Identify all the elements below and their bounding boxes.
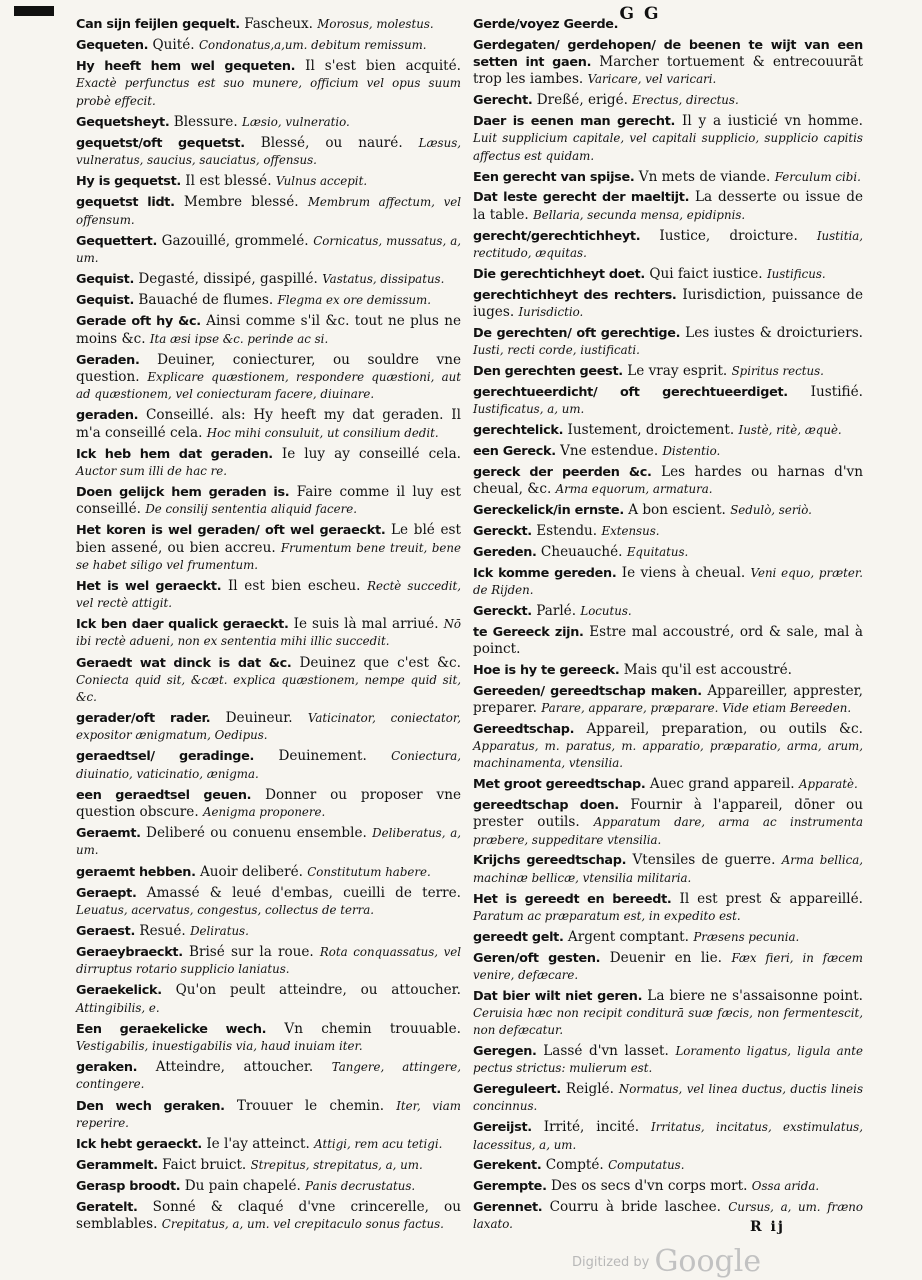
- entry-french: Il s'est bien acquité.: [305, 58, 462, 75]
- dictionary-entry: [473, 1081, 863, 1115]
- entry-latin: Hoc mihi consuluit, ut consilium dedit.: [206, 425, 439, 440]
- dictionary-entry: [473, 1178, 863, 1195]
- entry-headword: Gequettert.: [76, 233, 158, 249]
- entry-french: Il est bien escheu.: [227, 577, 361, 594]
- entry-headword: gereedt gelt.: [473, 929, 564, 945]
- entry-latin: Attingibilis, e.: [76, 1000, 160, 1015]
- entry-french: Il y a iusticié vn homme.: [681, 113, 863, 130]
- entry-french: Mais qu'il est accoustré.: [623, 661, 793, 678]
- entry-headword: Gerekent.: [473, 1158, 542, 1174]
- entry-latin: Cursus, a, um. fræno laxato.: [473, 1200, 863, 1232]
- dictionary-entry: [76, 58, 461, 110]
- entry-french: Lassé d'vn lasset.: [543, 1043, 669, 1060]
- entry-latin: Vulnus accepit.: [275, 174, 368, 189]
- entry-latin: Iurisdictio.: [518, 304, 584, 319]
- dictionary-entry: [473, 891, 863, 925]
- dictionary-entry: [473, 464, 863, 498]
- dictionary-entry: [473, 797, 863, 849]
- entry-headword: Geraedt wat dinck is dat &c.: [76, 655, 292, 671]
- entry-headword: geraemt hebben.: [76, 864, 196, 880]
- entry-french: Degasté, dissipé, gaspillé.: [138, 271, 318, 288]
- dictionary-entry: [473, 565, 863, 599]
- entry-latin: Ferculum cibi.: [774, 169, 861, 184]
- dictionary-entry: [76, 982, 461, 1016]
- entry-french: Ie luy ay conseillé cela.: [281, 445, 461, 462]
- entry-french: Vne estendue.: [560, 442, 659, 459]
- entry-french: Trouuer le chemin.: [236, 1097, 385, 1114]
- dictionary-entry: [473, 721, 863, 773]
- entry-latin: Aenigma proponere.: [202, 805, 326, 820]
- entry-latin: Ceruisia hæc non recipit conditurā suæ fæcis, non fermentescit, non defæcatur.: [473, 1005, 863, 1038]
- entry-headword: Ick hebt geraeckt.: [76, 1136, 202, 1152]
- entry-latin: Apparatè.: [798, 777, 858, 792]
- entry-latin: Exactè perfunctus est suo munere, officium vel opus suum probè effecit.: [76, 76, 461, 108]
- entry-headword: Die gerechtichheyt doet.: [473, 266, 645, 282]
- entry-latin: Condonatus,a,um. debitum remissum.: [198, 38, 427, 53]
- entry-latin: Coniectura, diuinatio, vaticinatio, ænigma.: [76, 749, 461, 781]
- entry-french: Ie suis là mal arriué.: [293, 616, 439, 633]
- dictionary-entry: [473, 228, 863, 262]
- dictionary-entry: [76, 135, 461, 169]
- entry-headword: Geren/oft gesten.: [473, 950, 601, 966]
- dictionary-entry: [76, 233, 461, 267]
- entry-latin: Præsens pecunia.: [693, 929, 800, 944]
- entry-french: La desserte ou issue de la table.: [473, 189, 863, 223]
- entry-headword: geraken.: [76, 1060, 138, 1076]
- entry-latin: Distentio.: [662, 443, 721, 458]
- entry-headword: Geraekelick.: [76, 983, 162, 999]
- entry-latin: Vastatus, dissipatus.: [322, 272, 445, 287]
- entry-latin: Læsus, vulneratus, saucius, sauciatus, offensus.: [76, 135, 462, 168]
- watermark-prefix: Digitized by: [572, 1255, 650, 1270]
- entry-french: Ie viens à cheual.: [621, 564, 746, 581]
- entry-headword: Ick ben daer qualick geraeckt.: [76, 617, 289, 633]
- entry-latin: Membrum affectum, vel offensum.: [76, 195, 461, 227]
- entry-latin: Morosus, molestus.: [317, 17, 434, 31]
- entry-french: Le blé est bien assené, ou bien accreu.: [76, 522, 461, 556]
- dictionary-entry: [473, 363, 863, 380]
- entry-headword: Hy heeft hem wel gequeten.: [76, 59, 296, 75]
- entry-latin: Strepitus, strepitatus, a, um.: [250, 1157, 423, 1172]
- dictionary-entry: [473, 443, 863, 460]
- entry-french: Conseillé. als: Hy heeft my dat geraden. Il m'a conseillé cela.: [76, 407, 461, 441]
- entry-french: Parlé.: [536, 602, 577, 619]
- entry-latin: Attigi, rem acu tetigi.: [314, 1136, 443, 1151]
- entry-headword: Krijchs gereedtschap.: [473, 853, 627, 869]
- entry-headword: Dat leste gerecht der maeltijt.: [473, 190, 690, 206]
- entry-headword: Gerade oft hy &c.: [76, 314, 201, 330]
- entry-latin: Bellaria, secunda mensa, epidipnis.: [533, 207, 746, 222]
- entry-french: Quité.: [152, 37, 195, 54]
- entry-latin: Ossa arida.: [751, 1179, 820, 1194]
- entry-latin: Flegma ex ore demissum.: [277, 293, 431, 308]
- entry-latin: Spiritus rectus.: [731, 363, 824, 378]
- entry-latin: Apparatus, m. paratus, m. apparatio, præparatio, arma, arum, machinamenta, vtensilia.: [473, 739, 863, 771]
- entry-headword: Geratelt.: [76, 1200, 138, 1216]
- entry-french: Atteindre, attoucher.: [155, 1059, 314, 1076]
- entry-french: Sonné & claqué d'vne crincerelle, ou semblables.: [76, 1199, 461, 1233]
- entry-headword: Gereijst.: [473, 1120, 532, 1136]
- entry-headword: Het is wel geraeckt.: [76, 578, 222, 594]
- dictionary-entry: [473, 544, 863, 561]
- entry-french: Membre blessé.: [183, 194, 299, 211]
- entry-latin: Auctor sum illi de hac re.: [76, 463, 228, 478]
- entry-headword: Gereedtschap.: [473, 721, 575, 737]
- dictionary-entry: [76, 313, 461, 347]
- entry-headword: Daer is eenen man gerecht.: [473, 114, 676, 130]
- entry-french: Les iustes & droicturiers.: [685, 324, 864, 341]
- entry-headword: Geraemt.: [76, 826, 141, 842]
- entry-headword: Gerammelt.: [76, 1157, 158, 1173]
- dictionary-entry: [76, 194, 461, 228]
- dictionary-entry: [473, 523, 863, 540]
- entry-french: Fascheux.: [244, 16, 313, 32]
- dictionary-entry: [473, 1157, 863, 1174]
- entry-latin: Loramento ligatus, ligula ante pectus strictus: mulierum est.: [473, 1044, 863, 1076]
- entry-latin: Paratum ac præparatum est, in expedito est.: [473, 908, 741, 923]
- entry-french: Cheuauché.: [540, 543, 623, 560]
- dictionary-entry: [473, 1119, 863, 1153]
- dictionary-entry: [473, 422, 863, 439]
- entry-latin: Rectè succedit, vel rectè attigit.: [76, 578, 462, 611]
- entry-headword: Ick komme gereden.: [473, 565, 617, 581]
- entry-headword: Gerennet.: [473, 1200, 543, 1216]
- entry-french: Les hardes ou harnas d'vn cheual, &c.: [473, 463, 863, 497]
- entry-latin: Deliratus.: [190, 923, 249, 938]
- dictionary-entry: [76, 655, 461, 707]
- entry-latin: Iustificus.: [766, 266, 826, 281]
- entry-headword: Gereguleert.: [473, 1082, 561, 1098]
- entry-headword: Geraeybraeckt.: [76, 945, 183, 961]
- entry-french: Deliberé ou conuenu ensemble.: [146, 825, 367, 842]
- dictionary-entry: [473, 325, 863, 359]
- entry-french: Le vray esprit.: [627, 362, 728, 379]
- entry-french: A bon escient.: [628, 501, 726, 518]
- dictionary-entry: [76, 616, 461, 650]
- dictionary-entry: [473, 624, 863, 658]
- entry-french: Appareiller, apprester, preparer.: [473, 682, 863, 716]
- entry-latin: Erectus, directus.: [632, 93, 739, 108]
- entry-headword: Gereden.: [473, 544, 537, 560]
- entry-latin: Cornicatus, mussatus, a, um.: [76, 233, 462, 265]
- dictionary-entry: [76, 271, 461, 288]
- entry-french: Amassé & leué d'embas, cueilli de terre.: [146, 884, 461, 901]
- signature-mark: R ij: [750, 1219, 785, 1235]
- dictionary-entry: [473, 287, 863, 321]
- dictionary-entry: [76, 1021, 461, 1055]
- entry-french: Courru à bride laschee.: [549, 1199, 721, 1216]
- watermark-brand: Google: [654, 1244, 762, 1279]
- entry-headword: Can sijn feijlen gequelt.: [76, 17, 240, 32]
- entry-latin: Frumentum bene treuit, bene se habet siligo vel frumentum.: [76, 540, 461, 572]
- entry-latin: Computatus.: [608, 1158, 685, 1173]
- dictionary-entry: [473, 662, 863, 679]
- entry-headword: Geraept.: [76, 885, 137, 901]
- entry-headword: Hoe is hy te gereeck.: [473, 662, 620, 678]
- entry-latin: Vaticinator, coniectator, expositor ænigmatum, Oedipus.: [76, 711, 461, 743]
- entry-latin: Iusti, recti corde, iustificati.: [473, 342, 640, 357]
- entry-latin: Parare, apparare, præparare. Vide etiam Bereeden.: [541, 700, 852, 715]
- entry-headword: gequetst/oft gequetst.: [76, 135, 245, 151]
- dictionary-entry: [76, 1098, 461, 1132]
- entry-french: Auec grand appareil.: [649, 776, 795, 793]
- entry-headword: Ick heb hem dat geraden.: [76, 446, 273, 462]
- dictionary-entry: [76, 923, 461, 940]
- entry-headword: Een geraekelicke wech.: [76, 1021, 267, 1037]
- entry-headword: Den gerechten geest.: [473, 363, 623, 379]
- entry-latin: Apparatum dare, arma ac instrumenta præbere, suppeditare vtensilia.: [473, 815, 863, 847]
- entry-headword: een geraedtsel geuen.: [76, 787, 252, 803]
- entry-french: Reiglé.: [565, 1081, 614, 1098]
- left-column: [76, 16, 461, 1234]
- entry-headword: Hy is gequetst.: [76, 174, 181, 190]
- entry-headword: Het koren is wel geraden/ oft wel geraeckt.: [76, 523, 386, 539]
- entry-latin: Tangere, attingere, contingere.: [76, 1060, 462, 1092]
- entry-headword: Geregen.: [473, 1044, 537, 1060]
- entry-headword: gerecht/gerechtichheyt.: [473, 228, 641, 244]
- entry-headword: Den wech geraken.: [76, 1098, 225, 1114]
- entry-latin: Crepitatus, a, um. vel crepitaculo sonus factus.: [161, 1217, 444, 1232]
- entry-headword: Gerecht.: [473, 93, 533, 109]
- entry-latin: Deliberatus, a, um.: [76, 826, 461, 858]
- entry-headword: gerader/oft rader.: [76, 711, 211, 727]
- dictionary-entry: [473, 776, 863, 793]
- dictionary-entry: [473, 113, 863, 165]
- entry-latin: Extensus.: [601, 523, 660, 538]
- entry-headword: Gereckt.: [473, 523, 532, 539]
- entry-french: Ie l'ay atteinct.: [206, 1135, 310, 1152]
- dictionary-entry: [473, 929, 863, 946]
- entry-headword: gequetst lidt.: [76, 195, 175, 211]
- entry-french: Des os secs d'vn corps mort.: [550, 1178, 748, 1195]
- ink-smudge: [14, 6, 54, 16]
- entry-headword: een Gereck.: [473, 443, 556, 459]
- dictionary-entry: [473, 266, 863, 283]
- dictionary-entry: [473, 852, 863, 886]
- dictionary-entry: [76, 710, 461, 744]
- entry-headword: Gerdegaten/ gerdehopen/ de beenen te wijt van een setten int gaen.: [473, 37, 863, 71]
- entry-headword: Gequeten.: [76, 38, 149, 54]
- dictionary-entry: [473, 16, 863, 33]
- entry-latin: Læsio, vulneratio.: [242, 114, 350, 129]
- dictionary-entry: [76, 446, 461, 480]
- entry-french: Faict bruict.: [162, 1156, 247, 1173]
- entry-latin: Irritatus, incitatus, exstimulatus, lacessitus, a, um.: [473, 1120, 863, 1152]
- dictionary-entry: [76, 173, 461, 190]
- entry-french: Estendu.: [536, 522, 598, 539]
- entry-french: Bauaché de flumes.: [138, 292, 274, 309]
- dictionary-entry: [473, 92, 863, 109]
- page-header-letter: G G: [619, 4, 661, 24]
- entry-french: Resué.: [139, 922, 186, 939]
- entry-french: Du pain chapelé.: [184, 1178, 301, 1195]
- entry-latin: Sedulò, seriò.: [730, 502, 812, 517]
- entry-french: Donner ou proposer vne question obscure.: [76, 786, 462, 821]
- entry-headword: geraedtsel/ geradinge.: [76, 749, 255, 765]
- dictionary-entry: [76, 484, 461, 518]
- entry-latin: Iustè, ritè, æquè.: [738, 422, 842, 437]
- dictionary-entry: [76, 825, 461, 859]
- entry-french: Appareil, preparation, ou outils &c.: [586, 720, 863, 737]
- right-column: [473, 16, 863, 1234]
- entry-french: Auoir deliberé.: [199, 863, 303, 880]
- dictionary-entry: [76, 1157, 461, 1174]
- entry-latin: Vestigabilis, inuestigabilis via, haud inuiam iter.: [76, 1039, 363, 1054]
- dictionary-entry: [76, 16, 461, 33]
- entry-french: Faire comme il luy est conseillé.: [76, 484, 461, 518]
- entry-headword: Het is gereedt en bereedt.: [473, 891, 672, 907]
- entry-headword: Doen gelijck hem geraden is.: [76, 485, 290, 500]
- entry-headword: Gereckt.: [473, 603, 532, 619]
- entry-french: Blessure.: [173, 113, 238, 130]
- dictionary-entry: [473, 189, 863, 223]
- entry-french: Iurisdiction, puissance de iuges.: [473, 286, 864, 320]
- entry-french: Qui faict iustice.: [649, 265, 763, 282]
- dictionary-entry: [473, 988, 863, 1040]
- dictionary-entry: [76, 944, 461, 978]
- entry-latin: Varicare, vel varicari.: [587, 72, 717, 87]
- entry-headword: Gereckelick/in ernste.: [473, 502, 624, 518]
- entry-latin: Leuatus, acervatus, congestus, collectus de terra.: [76, 902, 375, 917]
- entry-headword: te Gereeck zijn.: [473, 624, 584, 640]
- entry-french: La biere ne s'assaisonne point.: [647, 987, 863, 1004]
- entry-french: Vn chemin trouuable.: [284, 1020, 461, 1037]
- entry-headword: De gerechten/ oft gerechtige.: [473, 325, 681, 341]
- entry-french: Marcher tortuement & entrecouurāt trop les iambes.: [473, 54, 863, 88]
- entry-latin: Coniecta quid sit, &cæt. explica quæstionem, nempe quid sit, &c.: [76, 672, 461, 704]
- entry-french: Il est prest & appareillé.: [679, 890, 863, 907]
- dictionary-entry: [76, 37, 461, 54]
- entry-headword: Gequist.: [76, 293, 135, 309]
- dictionary-entry: [76, 748, 461, 782]
- entry-latin: Normatus, vel linea ductus, ductis lineis concinnus.: [473, 1082, 863, 1114]
- entry-latin: De consilij sententia aliquid facere.: [145, 502, 357, 517]
- entry-latin: Rota conquassatus, vel dirruptus rotario supplicio laniatus.: [76, 945, 462, 977]
- entry-headword: Een gerecht van spijse.: [473, 169, 635, 185]
- entry-headword: Gerasp broodt.: [76, 1179, 181, 1195]
- entry-headword: Gequist.: [76, 272, 135, 288]
- entry-headword: Dat bier wilt niet geren.: [473, 988, 643, 1004]
- entry-headword: Geraest.: [76, 923, 136, 939]
- dictionary-entry: [473, 1199, 863, 1233]
- entry-french: Il est blessé.: [185, 173, 272, 190]
- dictionary-entry: [473, 1043, 863, 1077]
- dictionary-entry: [76, 1199, 461, 1233]
- dictionary-entry: [76, 292, 461, 309]
- dictionary-entry: [76, 885, 461, 919]
- entry-french: Iustement, droictement.: [567, 421, 735, 438]
- entry-french: Blessé, ou nauré.: [260, 134, 403, 151]
- entry-latin: Luit supplicium capitale, vel capitali supplicio, supplicio capitis affectus est quidam.: [473, 131, 863, 163]
- entry-french: Iustice, droicture.: [659, 227, 798, 244]
- entry-headword: gerechtueerdicht/ oft gerechtueerdiget.: [473, 384, 788, 400]
- entry-french: Brisé sur la roue.: [188, 944, 314, 961]
- entry-french: Fournir à l'appareil, dōner ou prester outils.: [473, 797, 863, 831]
- entry-latin: Veni equo, præter. de Rijden.: [473, 565, 863, 597]
- dictionary-entry: [76, 407, 461, 441]
- entry-headword: gerechtelick.: [473, 422, 564, 438]
- entry-latin: Constitutum habere.: [307, 864, 431, 879]
- entry-french: Vtensiles de guerre.: [632, 852, 776, 869]
- entry-french: Deuenir en lie.: [609, 949, 722, 966]
- dictionary-entry: [473, 683, 863, 717]
- entry-french: Compté.: [545, 1157, 604, 1174]
- entry-headword: Gerde/voyez Geerde.: [473, 17, 619, 32]
- entry-french: Qu'on peult atteindre, ou attoucher.: [175, 982, 462, 999]
- entry-headword: gereck der peerden &c.: [473, 464, 652, 480]
- dictionary-entry: [473, 603, 863, 620]
- dictionary-entry: [473, 384, 863, 418]
- dictionary-entry: [76, 352, 461, 404]
- entry-latin: Fæx fieri, in fæcem venire, defæcare.: [473, 950, 863, 982]
- dictionary-entry: [76, 1059, 461, 1093]
- dictionary-entry: [473, 37, 863, 89]
- digitized-watermark: [572, 1244, 761, 1279]
- entry-latin: Iustificatus, a, um.: [473, 401, 585, 416]
- dictionary-entry: [76, 1136, 461, 1153]
- dictionary-entry: [76, 114, 461, 131]
- entry-latin: Nō ibi rectè adueni, non ex sententia mihi illic succedit.: [76, 617, 461, 649]
- entry-headword: geraden.: [76, 408, 139, 424]
- dictionary-entry: [76, 522, 461, 574]
- dictionary-entry: [76, 864, 461, 881]
- entry-french: Deuinement.: [278, 748, 367, 765]
- entry-french: Gazouillé, grommelé.: [161, 232, 309, 249]
- dictionary-entry: [473, 502, 863, 519]
- entry-latin: Explicare quæstionem, respondere quæstioni, aut ad quæstionem, vel coniecturam facere, diuinare.: [76, 369, 461, 402]
- entry-french: Estre mal accoustré, ord & sale, mal à poinct.: [473, 623, 863, 657]
- entry-french: Deuineur.: [225, 710, 293, 727]
- entry-headword: Gereeden/ gereedtschap maken.: [473, 683, 702, 699]
- entry-latin: Arma bellica, machinæ bellicæ, vtensilia militaria.: [473, 853, 864, 885]
- dictionary-entry: [76, 787, 461, 821]
- entry-headword: gereedtschap doen.: [473, 798, 619, 814]
- entry-french: Irrité, incité.: [543, 1119, 640, 1136]
- entry-french: Iustifié.: [810, 383, 863, 400]
- entry-french: Deuiner, coniecturer, ou souldre vne question.: [76, 351, 461, 385]
- dictionary-entry: [76, 578, 461, 612]
- entry-latin: Locutus.: [580, 603, 632, 618]
- entry-latin: Equitatus.: [626, 544, 689, 559]
- entry-french: Dreßé, erigé.: [536, 92, 628, 109]
- entry-headword: gerechtichheyt des rechters.: [473, 287, 677, 303]
- dictionary-entry: [76, 1178, 461, 1195]
- entry-french: Vn mets de viande.: [638, 168, 771, 185]
- entry-headword: Gerempte.: [473, 1179, 547, 1195]
- entry-headword: Met groot gereedtschap.: [473, 777, 646, 793]
- dictionary-entry: [473, 169, 863, 186]
- entry-latin: Iter, viam reperire.: [76, 1098, 461, 1130]
- entry-headword: Gequetsheyt.: [76, 114, 170, 130]
- entry-french: Deuinez que c'est &c.: [299, 654, 461, 671]
- entry-latin: Panis decrustatus.: [305, 1179, 416, 1194]
- entry-latin: Ita æsi ipse &c. perinde ac si.: [149, 331, 329, 346]
- entry-latin: Iustitia, rectitudo, æquitas.: [473, 228, 863, 260]
- entry-headword: Geraden.: [76, 352, 140, 368]
- entry-french: Ainsi comme s'il &c. tout ne plus ne moins &c.: [76, 313, 461, 347]
- entry-french: Argent comptant.: [567, 928, 689, 945]
- entry-latin: Arma equorum, armatura.: [555, 481, 713, 496]
- dictionary-entry: [473, 950, 863, 984]
